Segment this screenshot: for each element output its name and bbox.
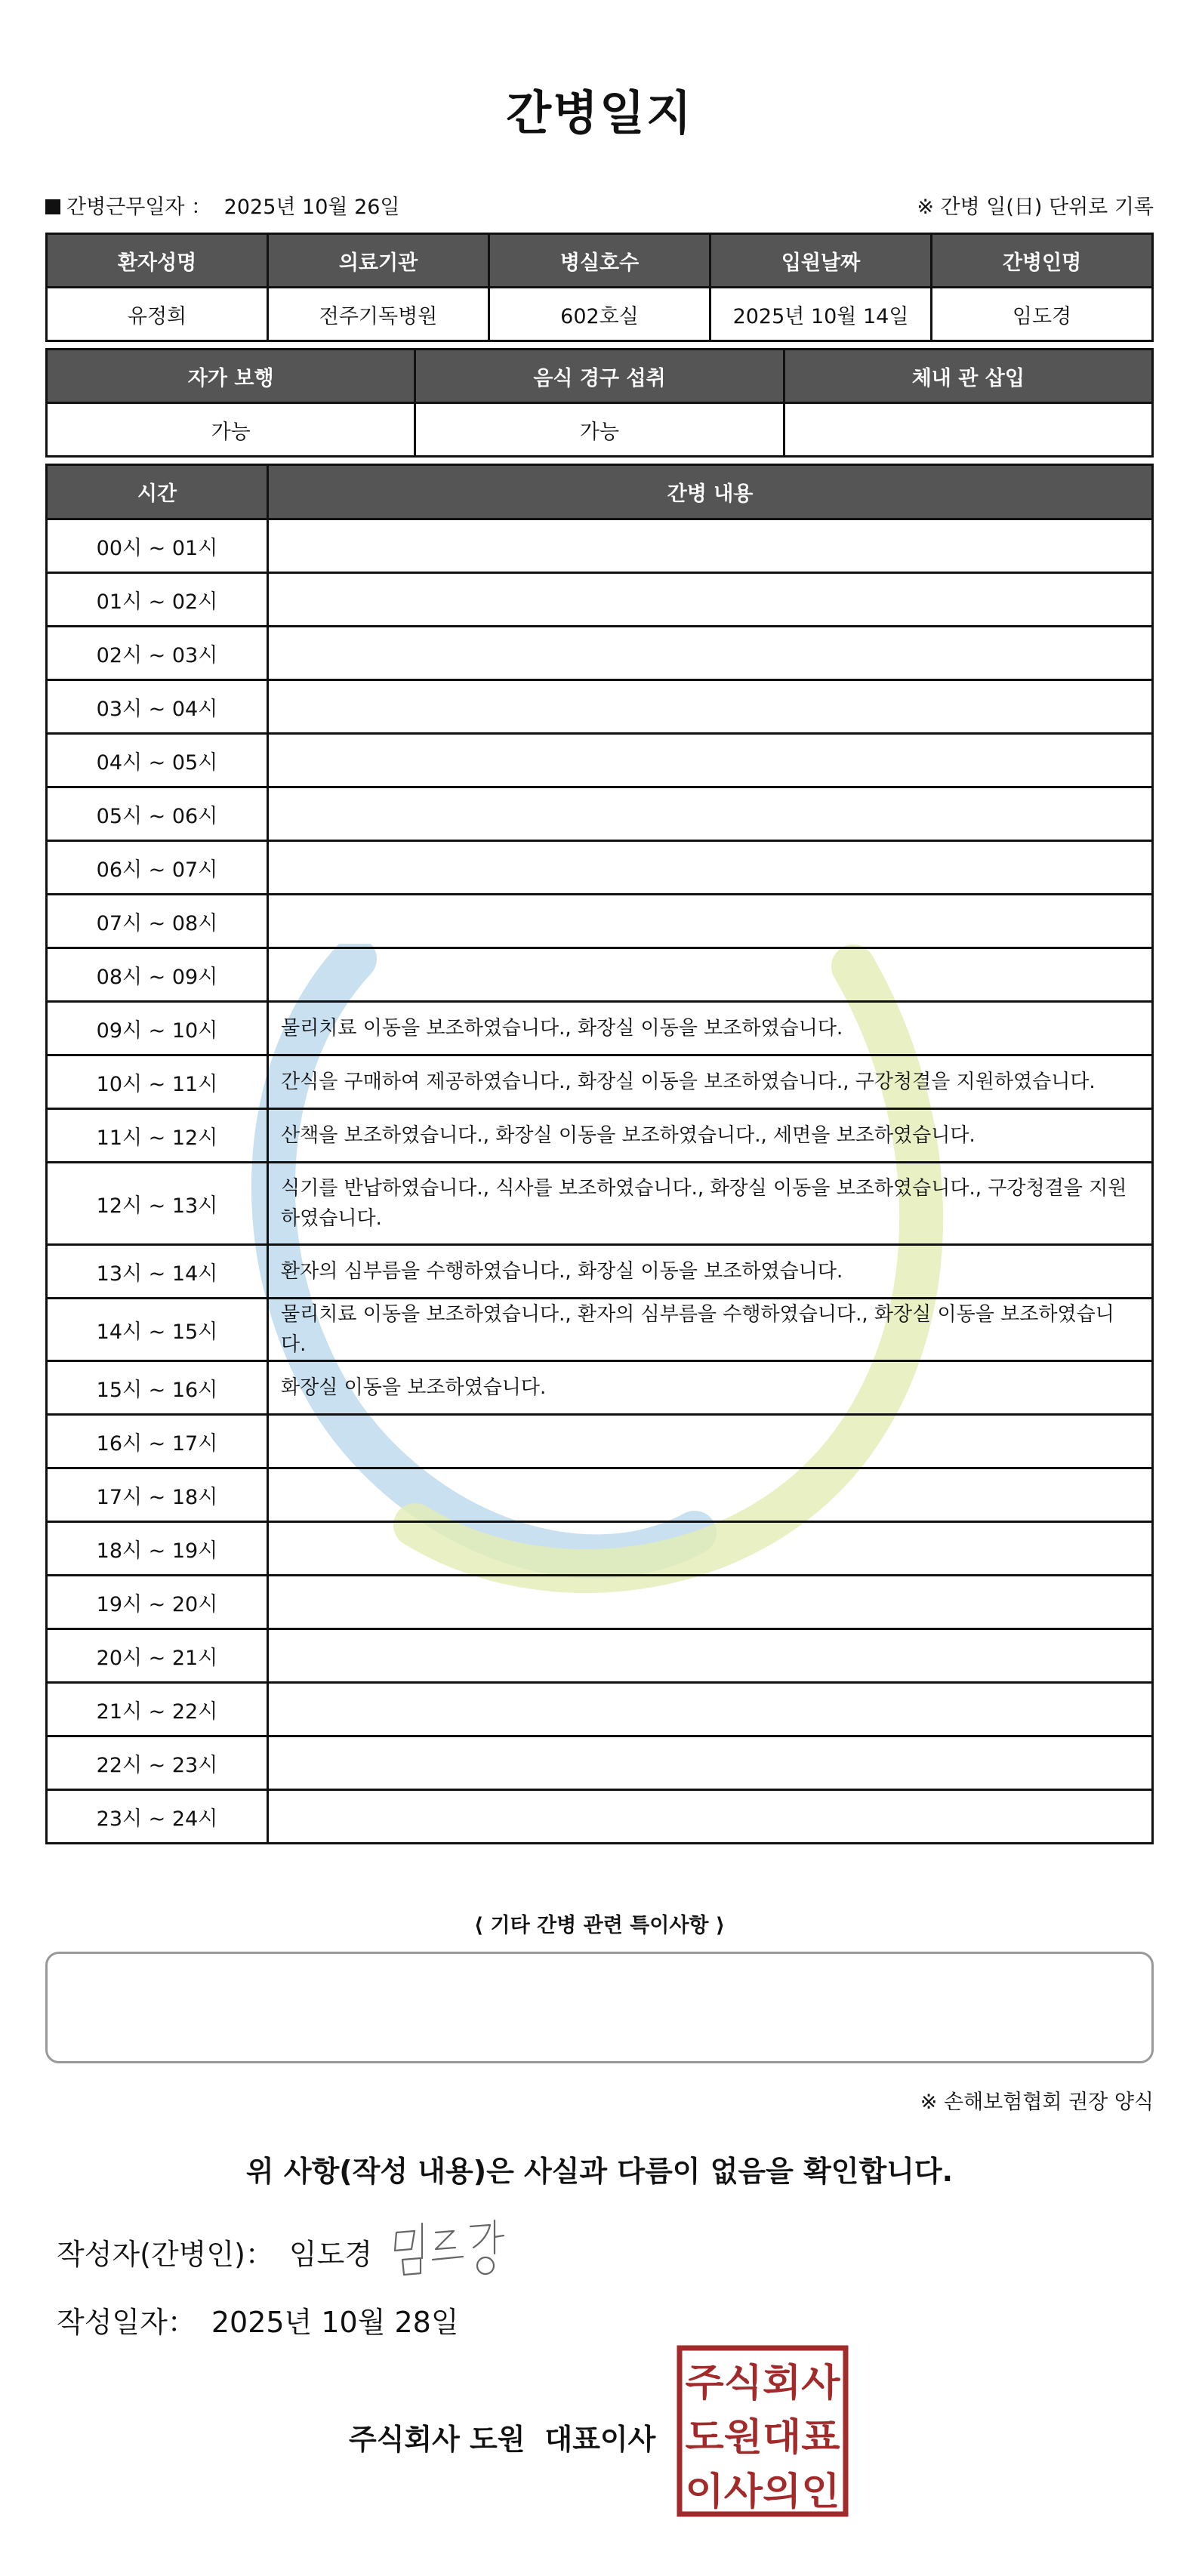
patient-name: 유정희 <box>47 288 268 341</box>
oral-intake-value: 가능 <box>415 403 784 457</box>
time-slot: 23시 ~ 24시 <box>47 1790 268 1844</box>
time-slot: 02시 ~ 03시 <box>47 627 268 680</box>
special-notes-box <box>45 1952 1154 2063</box>
care-log-table <box>45 464 1154 1844</box>
table-row <box>47 1361 1153 1415</box>
time-slot: 20시 ~ 21시 <box>47 1629 268 1683</box>
care-content <box>268 573 1153 627</box>
page-title: 간병일지 <box>506 85 693 140</box>
care-content <box>268 787 1153 841</box>
care-content <box>268 680 1153 734</box>
table-row <box>47 841 1153 895</box>
time-slot: 21시 ~ 22시 <box>47 1683 268 1736</box>
table-row <box>47 1576 1153 1629</box>
care-content: 식기를 반납하였습니다., 식사를 보조하였습니다., 화장실 이동을 보조하였습니다., 구강청결을 지원하였습니다. <box>268 1163 1153 1245</box>
time-slot: 05시 ~ 06시 <box>47 787 268 841</box>
writer-line <box>57 2231 372 2272</box>
care-content <box>268 519 1153 573</box>
table-row <box>47 787 1153 841</box>
time-slot: 01시 ~ 02시 <box>47 573 268 627</box>
time-slot: 15시 ~ 16시 <box>47 1361 268 1415</box>
company-line <box>349 2416 655 2457</box>
table-row <box>47 1245 1153 1299</box>
header-tube-insertion: 체내 관 삽입 <box>784 350 1152 403</box>
ceo-title: 대표이사 <box>544 2423 656 2456</box>
write-date-label: 작성일자： <box>57 2306 196 2339</box>
caregiver-name: 임도경 <box>932 288 1153 341</box>
time-slot: 03시 ~ 04시 <box>47 680 268 734</box>
table-row <box>47 1468 1153 1522</box>
time-slot: 16시 ~ 17시 <box>47 1415 268 1468</box>
table-row <box>47 519 1153 573</box>
header-hospital: 의료기관 <box>268 234 489 288</box>
table-row <box>47 1415 1153 1468</box>
care-content <box>268 1468 1153 1522</box>
header-oral-intake: 음식 경구 섭취 <box>415 350 784 403</box>
time-slot: 07시 ~ 08시 <box>47 895 268 948</box>
care-content <box>268 1790 1153 1844</box>
care-content <box>268 1736 1153 1790</box>
table-row <box>47 627 1153 680</box>
seal-text-line: 주식회사 <box>685 2361 841 2405</box>
work-date <box>45 190 400 220</box>
time-slot: 10시 ~ 11시 <box>47 1055 268 1109</box>
room-number: 602호실 <box>489 288 710 341</box>
care-content <box>268 895 1153 948</box>
table-row <box>47 1629 1153 1683</box>
table-row <box>47 895 1153 948</box>
writer-label: 작성자(간병인)： <box>57 2238 274 2271</box>
tube-insertion-value <box>784 403 1152 457</box>
header-admission-date: 입원날짜 <box>710 234 932 288</box>
table-row <box>47 680 1153 734</box>
care-content <box>268 1522 1153 1576</box>
work-date-value: 2025년 10월 26일 <box>223 196 400 219</box>
header-caregiver-name: 간병인명 <box>932 234 1153 288</box>
time-slot: 19시 ~ 20시 <box>47 1576 268 1629</box>
company-seal-stamp-icon <box>676 2344 849 2518</box>
table-row <box>47 734 1153 787</box>
header-self-walking: 자가 보행 <box>47 350 415 403</box>
time-slot: 08시 ~ 09시 <box>47 948 268 1002</box>
table-row <box>47 1790 1153 1844</box>
special-notes-title: ⟨ 기타 간병 관련 특이사항 ⟩ <box>473 1914 726 1937</box>
table-row <box>47 1163 1153 1245</box>
work-date-label: 간병근무일자 ： <box>66 196 212 219</box>
write-date-line <box>57 2299 459 2340</box>
time-slot: 06시 ~ 07시 <box>47 841 268 895</box>
seal-text-line: 도원대표 <box>685 2415 841 2459</box>
table-row <box>47 1299 1153 1361</box>
care-content: 물리치료 이동을 보조하였습니다., 환자의 심부름을 수행하였습니다., 화장실 이동을 보조하였습니다. <box>268 1299 1153 1361</box>
handwritten-signature-icon <box>389 2216 510 2280</box>
care-content: 물리치료 이동을 보조하였습니다., 화장실 이동을 보조하였습니다. <box>268 1002 1153 1055</box>
table-row <box>47 1683 1153 1736</box>
care-content: 간식을 구매하여 제공하였습니다., 화장실 이동을 보조하였습니다., 구강청결을 지원하였습니다. <box>268 1055 1153 1109</box>
seal-text-line: 이사의인 <box>685 2470 840 2513</box>
header-patient-name: 환자성명 <box>47 234 268 288</box>
patient-status-table <box>45 348 1154 458</box>
care-content <box>268 841 1153 895</box>
company-name: 주식회사 도원 <box>349 2423 526 2456</box>
time-slot: 09시 ~ 10시 <box>47 1002 268 1055</box>
admission-date: 2025년 10월 14일 <box>710 288 932 341</box>
time-slot: 12시 ~ 13시 <box>47 1163 268 1245</box>
time-slot: 11시 ~ 12시 <box>47 1109 268 1163</box>
confirmation-statement: 위 사항(작성 내용)은 사실과 다름이 없음을 확인합니다. <box>245 2155 954 2188</box>
patient-info-table <box>45 233 1154 342</box>
time-slot: 00시 ~ 01시 <box>47 519 268 573</box>
time-slot: 17시 ~ 18시 <box>47 1468 268 1522</box>
daily-record-note: ※ 간병 일(日) 단위로 기록 <box>917 196 1154 219</box>
write-date-value: 2025년 10월 28일 <box>211 2306 459 2339</box>
header-room: 병실호수 <box>489 234 710 288</box>
header-care-content: 간병 내용 <box>268 465 1153 519</box>
care-content <box>268 1683 1153 1736</box>
care-content: 환자의 심부름을 수행하였습니다., 화장실 이동을 보조하였습니다. <box>268 1245 1153 1299</box>
table-row <box>47 1522 1153 1576</box>
square-bullet-icon <box>45 199 60 214</box>
table-row <box>47 1109 1153 1163</box>
time-slot: 14시 ~ 15시 <box>47 1299 268 1361</box>
table-row <box>47 1002 1153 1055</box>
recommended-form-note: ※ 손해보험협회 권장 양식 <box>920 2091 1154 2114</box>
time-slot: 04시 ~ 05시 <box>47 734 268 787</box>
care-content <box>268 1576 1153 1629</box>
care-content <box>268 627 1153 680</box>
care-content <box>268 948 1153 1002</box>
table-row <box>47 948 1153 1002</box>
hospital-name: 전주기독병원 <box>268 288 489 341</box>
care-content <box>268 1629 1153 1683</box>
header-time: 시간 <box>47 465 268 519</box>
writer-name: 임도경 <box>288 2238 373 2271</box>
table-row <box>47 573 1153 627</box>
time-slot: 18시 ~ 19시 <box>47 1522 268 1576</box>
time-slot: 22시 ~ 23시 <box>47 1736 268 1790</box>
time-slot: 13시 ~ 14시 <box>47 1245 268 1299</box>
table-row <box>47 1736 1153 1790</box>
care-content <box>268 1415 1153 1468</box>
care-content: 산책을 보조하였습니다., 화장실 이동을 보조하였습니다., 세면을 보조하였습니다. <box>268 1109 1153 1163</box>
table-row <box>47 1055 1153 1109</box>
care-content <box>268 734 1153 787</box>
self-walking-value: 가능 <box>47 403 415 457</box>
care-content: 화장실 이동을 보조하였습니다. <box>268 1361 1153 1415</box>
